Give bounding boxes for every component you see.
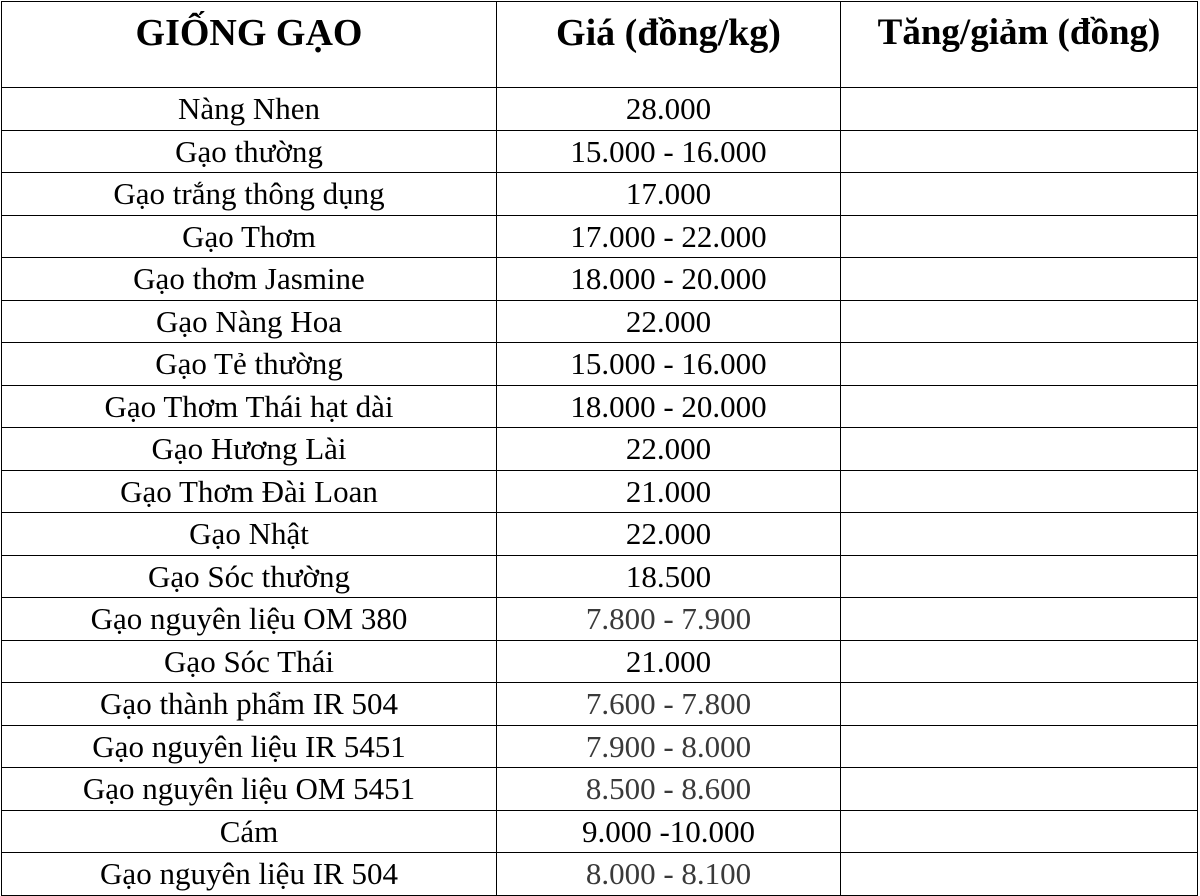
price-cell: 22.000 <box>497 300 841 343</box>
change-cell <box>841 810 1198 853</box>
change-cell <box>841 130 1198 173</box>
variety-cell: Gạo Thơm Thái hạt dài <box>2 385 497 428</box>
variety-cell: Gạo thường <box>2 130 497 173</box>
change-cell <box>841 513 1198 556</box>
table-row <box>2 640 1198 683</box>
price-cell: 17.000 <box>497 173 841 216</box>
price-cell: 8.500 - 8.600 <box>497 768 841 811</box>
table-row <box>2 598 1198 641</box>
price-cell: 21.000 <box>497 640 841 683</box>
price-cell: 22.000 <box>497 513 841 556</box>
variety-cell: Gạo Nhật <box>2 513 497 556</box>
variety-cell: Gạo thơm Jasmine <box>2 258 497 301</box>
change-cell <box>841 683 1198 726</box>
table-row <box>2 88 1198 131</box>
table-row <box>2 853 1198 896</box>
change-cell <box>841 88 1198 131</box>
price-cell: 17.000 - 22.000 <box>497 215 841 258</box>
variety-cell: Nàng Nhen <box>2 88 497 131</box>
table-row <box>2 768 1198 811</box>
change-cell <box>841 853 1198 896</box>
change-cell <box>841 428 1198 471</box>
header-variety: GIỐNG GẠO <box>2 2 497 88</box>
price-cell: 18.000 - 20.000 <box>497 258 841 301</box>
change-cell <box>841 258 1198 301</box>
table-header <box>2 2 1198 88</box>
price-cell: 28.000 <box>497 88 841 131</box>
price-cell: 21.000 <box>497 470 841 513</box>
change-cell <box>841 725 1198 768</box>
variety-cell: Gạo Sóc thường <box>2 555 497 598</box>
table-row <box>2 555 1198 598</box>
change-cell <box>841 215 1198 258</box>
table-row <box>2 725 1198 768</box>
variety-cell: Gạo thành phẩm IR 504 <box>2 683 497 726</box>
price-cell: 18.000 - 20.000 <box>497 385 841 428</box>
table-row <box>2 343 1198 386</box>
variety-cell: Gạo nguyên liệu IR 5451 <box>2 725 497 768</box>
variety-cell: Cám <box>2 810 497 853</box>
table-row <box>2 173 1198 216</box>
table-row <box>2 513 1198 556</box>
table-row <box>2 810 1198 853</box>
variety-cell: Gạo Thơm <box>2 215 497 258</box>
change-cell <box>841 640 1198 683</box>
change-cell <box>841 598 1198 641</box>
change-cell <box>841 768 1198 811</box>
price-cell: 8.000 - 8.100 <box>497 853 841 896</box>
change-cell <box>841 173 1198 216</box>
change-cell <box>841 470 1198 513</box>
header-change: Tăng/giảm (đồng) <box>841 2 1198 88</box>
price-cell: 7.800 - 7.900 <box>497 598 841 641</box>
price-cell: 18.500 <box>497 555 841 598</box>
variety-cell: Gạo nguyên liệu OM 5451 <box>2 768 497 811</box>
variety-cell: Gạo nguyên liệu OM 380 <box>2 598 497 641</box>
price-cell: 15.000 - 16.000 <box>497 130 841 173</box>
price-cell: 22.000 <box>497 428 841 471</box>
variety-cell: Gạo Hương Lài <box>2 428 497 471</box>
variety-cell: Gạo trắng thông dụng <box>2 173 497 216</box>
table-row <box>2 215 1198 258</box>
change-cell <box>841 343 1198 386</box>
change-cell <box>841 385 1198 428</box>
table-row <box>2 683 1198 726</box>
change-cell <box>841 555 1198 598</box>
table-row <box>2 130 1198 173</box>
price-cell: 15.000 - 16.000 <box>497 343 841 386</box>
table-row <box>2 385 1198 428</box>
variety-cell: Gạo nguyên liệu IR 504 <box>2 853 497 896</box>
header-price: Giá (đồng/kg) <box>497 2 841 88</box>
table-row <box>2 470 1198 513</box>
table-row <box>2 300 1198 343</box>
header-row <box>2 2 1198 88</box>
price-cell: 7.900 - 8.000 <box>497 725 841 768</box>
price-cell: 9.000 -10.000 <box>497 810 841 853</box>
price-cell: 7.600 - 7.800 <box>497 683 841 726</box>
variety-cell: Gạo Thơm Đài Loan <box>2 470 497 513</box>
change-cell <box>841 300 1198 343</box>
variety-cell: Gạo Tẻ thường <box>2 343 497 386</box>
variety-cell: Gạo Nàng Hoa <box>2 300 497 343</box>
table-body <box>2 88 1198 896</box>
rice-price-table <box>1 1 1198 896</box>
table-row <box>2 428 1198 471</box>
table-row <box>2 258 1198 301</box>
variety-cell: Gạo Sóc Thái <box>2 640 497 683</box>
